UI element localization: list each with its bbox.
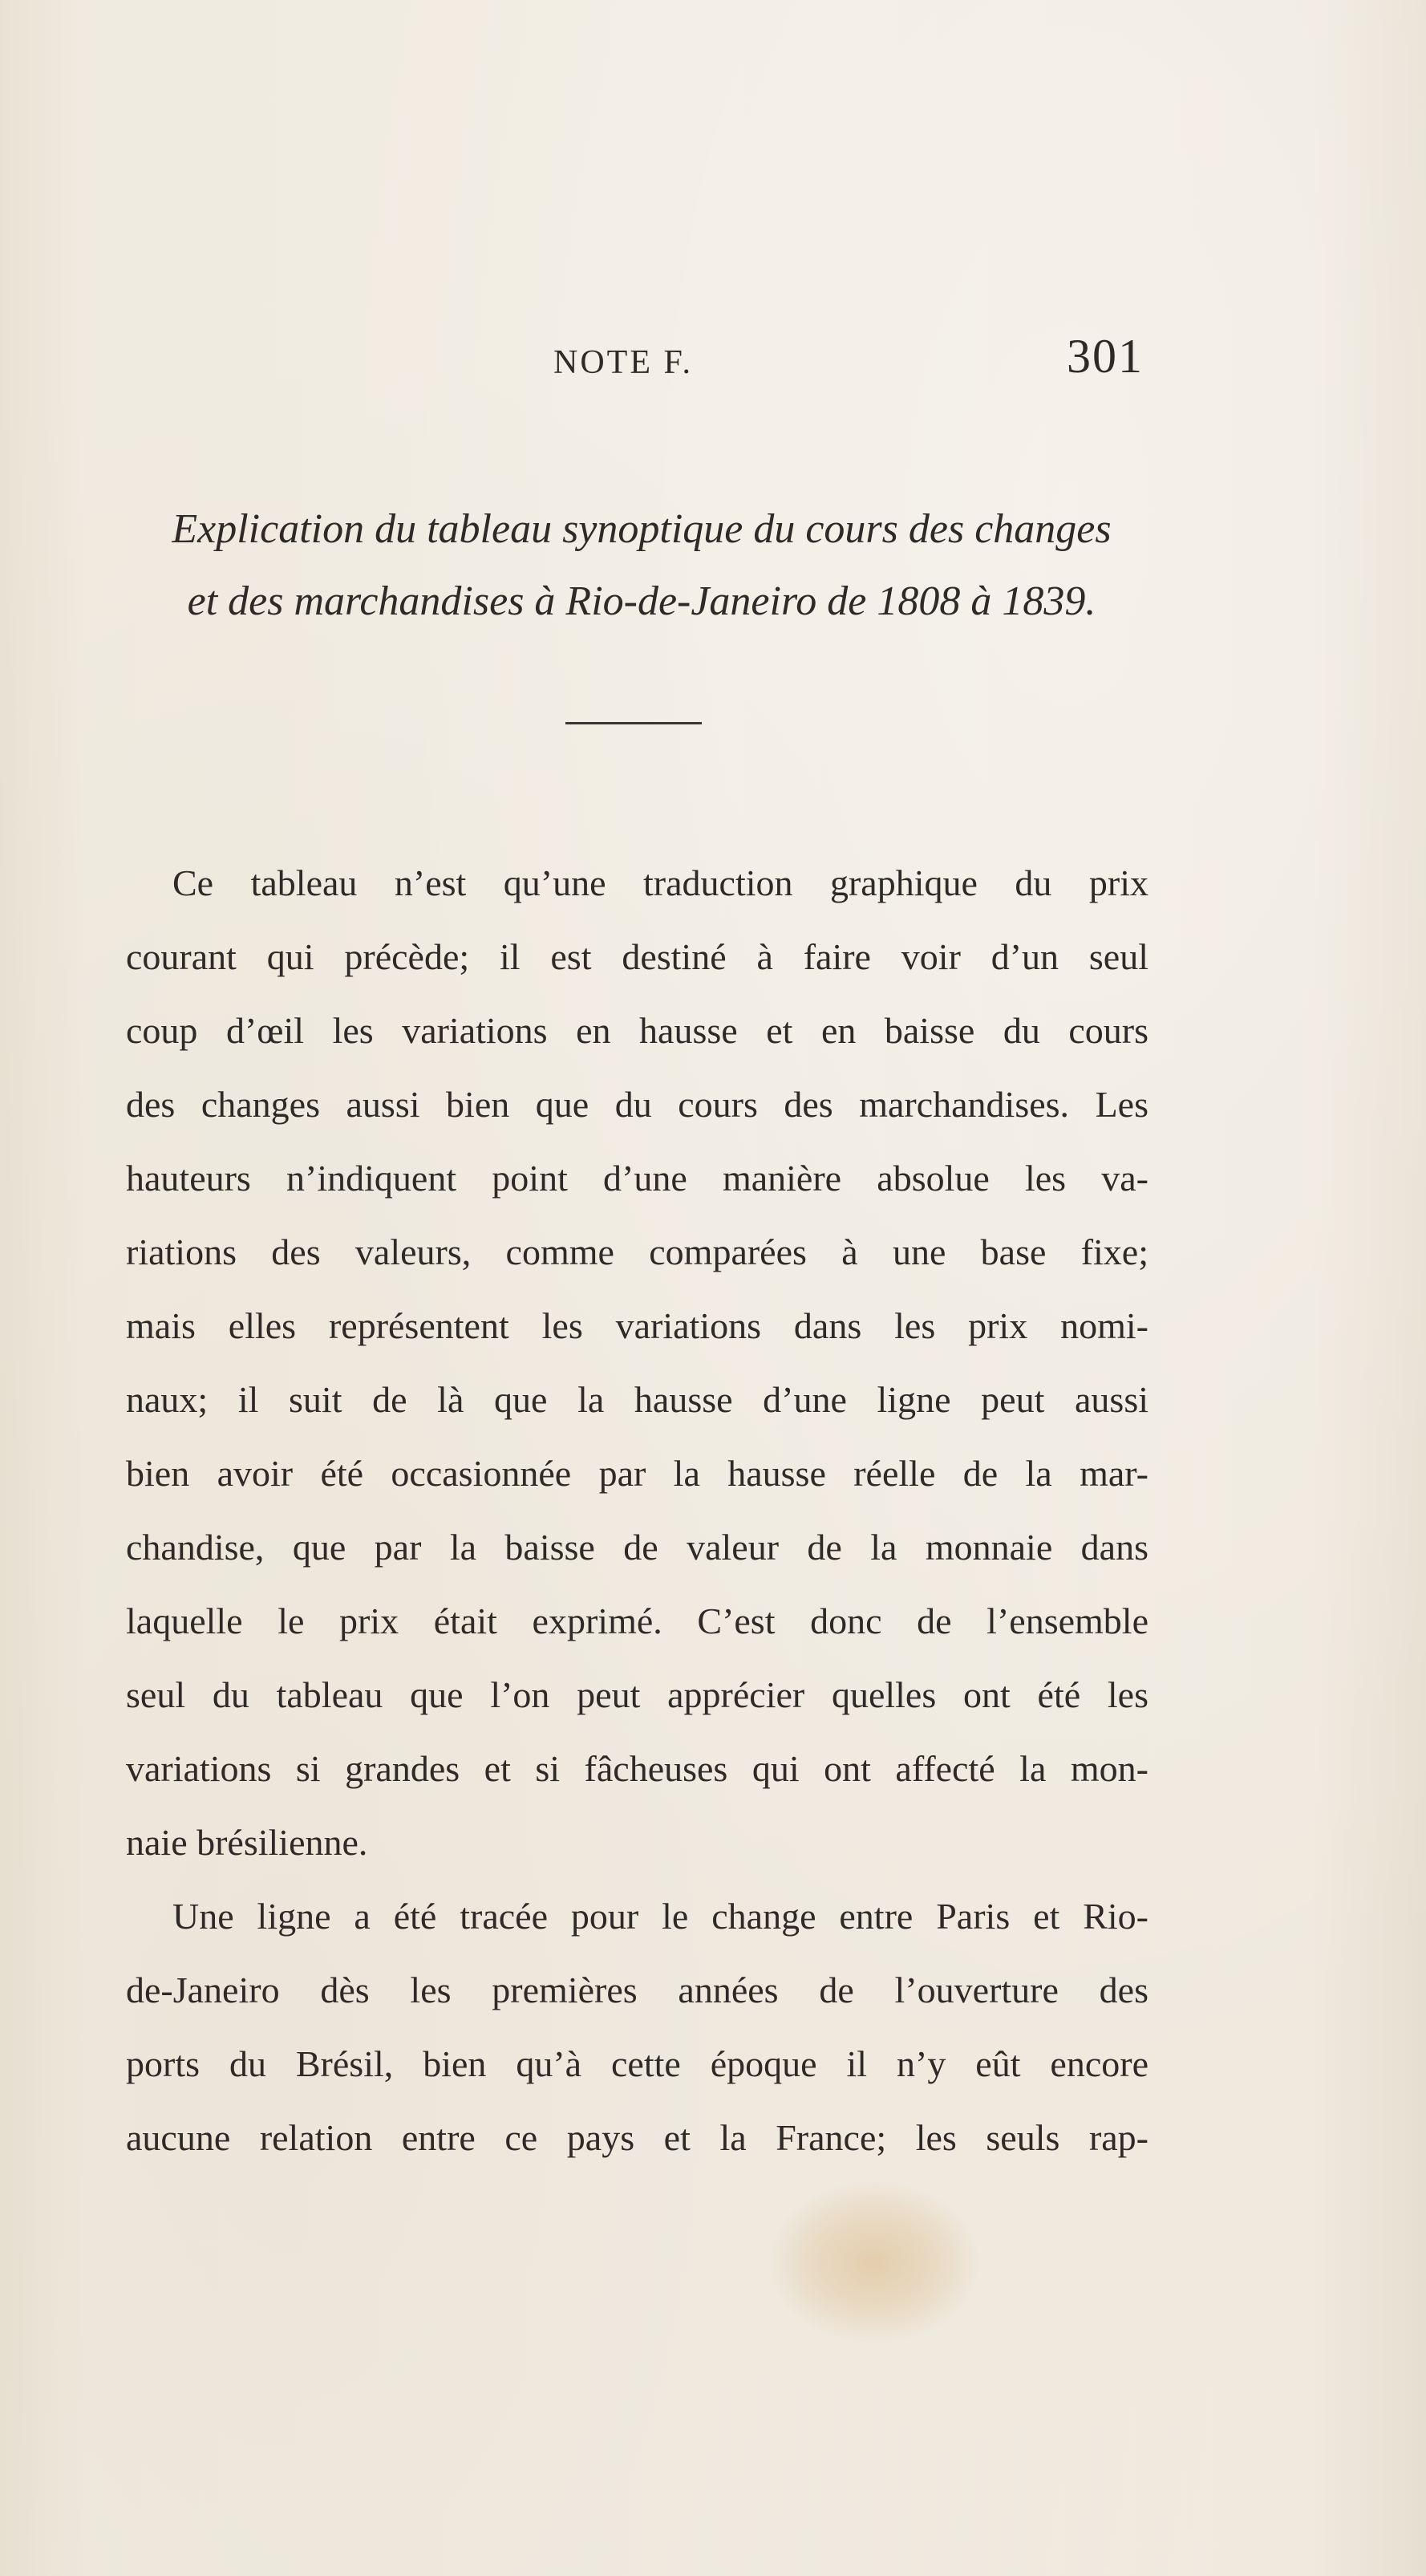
section-heading [124,493,1159,638]
text-line: bien avoir été occasionnée par la hausse réelle de la mar- [126,1453,1148,1494]
text-line: naux; il suit de là que la hausse d’une ligne peut aussi [126,1379,1148,1420]
text-line: mais elles représentent les variations dans les prix nomi- [126,1305,1148,1346]
running-title: NOTE F. [553,344,693,381]
running-head [0,329,1426,393]
text-line: seul du tableau que l’on peut apprécier quelles ont été les [126,1674,1148,1715]
text-line: aucune relation entre ce pays et la France; les seuls rap- [126,2117,1148,2158]
text-line: coup d’œil les variations en hausse et en baisse du cours [126,1010,1148,1051]
heading-line-2: et des marchandises à Rio-de-Janeiro de 1808 à 1839. [187,578,1096,624]
heading-rule [565,722,702,724]
text-line: naie brésilienne. [126,1822,368,1863]
text-line: Une ligne a été tracée pour le change entre Paris et Rio- [172,1896,1148,1937]
paper-stain [770,2182,978,2343]
text-line: laquelle le prix était exprimé. C’est donc de l’ensemble [126,1600,1148,1641]
heading-line-1: Explication du tableau synoptique du cours des changes [172,506,1112,552]
body-text [126,846,1148,2175]
text-line: ports du Brésil, bien qu’à cette époque il n’y eût encore [126,2043,1148,2084]
page-number: 301 [1067,330,1144,383]
text-line: variations si grandes et si fâcheuses qui ont affecté la mon- [126,1748,1148,1789]
text-line: Ce tableau n’est qu’une traduction graphique du prix [172,862,1148,903]
text-line: chandise, que par la baisse de valeur de la monnaie dans [126,1527,1148,1568]
text-line: de-Janeiro dès les premières années de l’ouverture des [126,1970,1148,2010]
text-line: hauteurs n’indiquent point d’une manière absolue les va- [126,1158,1148,1199]
text-line: des changes aussi bien que du cours des marchandises. Les [126,1084,1148,1125]
text-line: riations des valeurs, comme comparées à une base fixe; [126,1231,1148,1272]
text-line: courant qui précède; il est destiné à faire voir d’un seul [126,936,1148,977]
